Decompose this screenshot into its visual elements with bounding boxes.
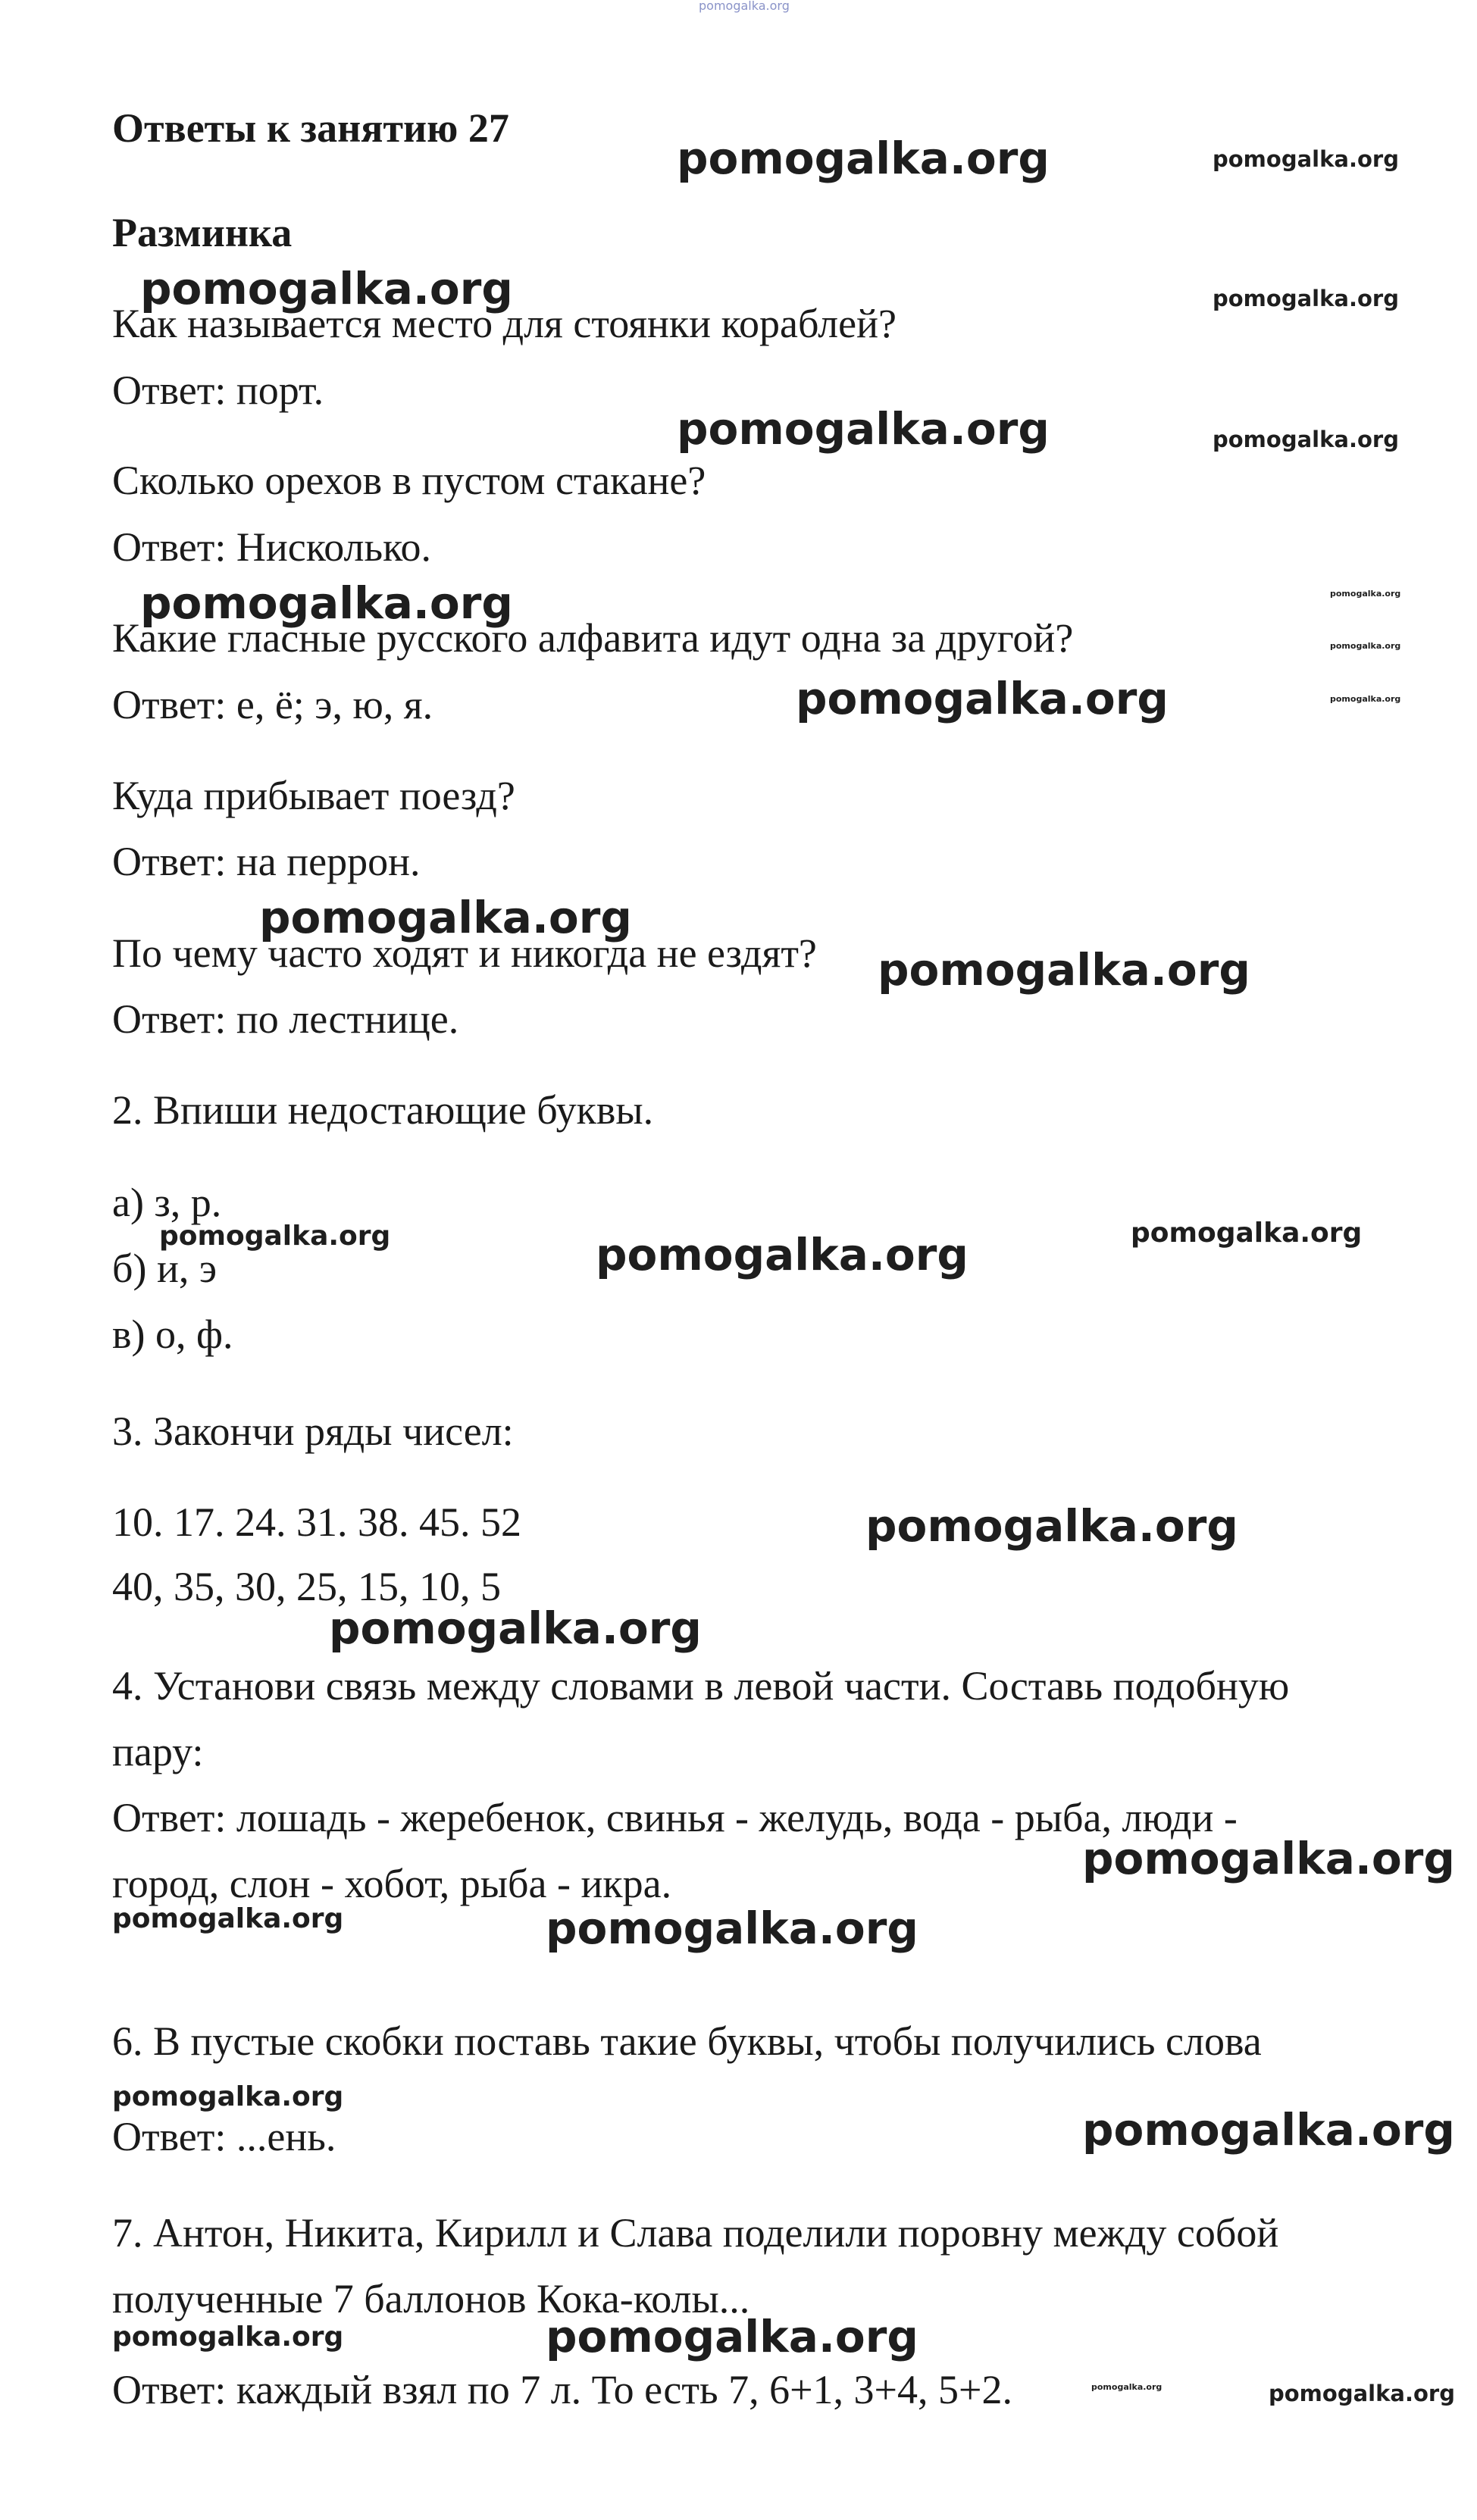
answer-5: Ответ: по лестнице. (112, 996, 459, 1042)
watermark: pomogalka.org (112, 2321, 344, 2353)
task-2-item-b: б) и, э (112, 1246, 217, 1291)
page-title: Ответы к занятию 27 (112, 105, 509, 151)
watermark: pomogalka.org (596, 1229, 968, 1280)
number-series-1: 10. 17. 24. 31. 38. 45. 52 (112, 1499, 521, 1545)
watermark: pomogalka.org (1330, 641, 1401, 651)
watermark-top: pomogalka.org (699, 0, 790, 13)
watermark: pomogalka.org (1213, 427, 1399, 452)
question-4: Куда прибывает поезд? (112, 773, 515, 818)
watermark: pomogalka.org (677, 403, 1050, 455)
warmup-heading: Разминка (112, 210, 293, 255)
watermark: pomogalka.org (1082, 2104, 1455, 2156)
watermark: pomogalka.org (1213, 146, 1399, 172)
watermark: pomogalka.org (546, 1903, 918, 1954)
watermark: pomogalka.org (546, 2311, 918, 2362)
task-2-heading: 2. Впиши недостающие буквы. (112, 1087, 654, 1133)
task-4-heading-line-2: пару: (112, 1729, 204, 1774)
answer-1: Ответ: порт. (112, 367, 324, 413)
watermark: pomogalka.org (159, 1221, 391, 1252)
watermark: pomogalka.org (329, 1602, 702, 1654)
task-3-heading: 3. Закончи ряды чисел: (112, 1409, 514, 1454)
watermark: pomogalka.org (140, 577, 513, 629)
task-4-heading-line-1: 4. Установи связь между словами в левой части. Составь подобную (112, 1663, 1290, 1709)
answer-3: Ответ: е, ё; э, ю, я. (112, 682, 433, 727)
number-series-2: 40, 35, 30, 25, 15, 10, 5 (112, 1564, 501, 1609)
watermark: pomogalka.org (1131, 1218, 1363, 1249)
question-1: Как называется место для стоянки кораблей? (112, 301, 897, 346)
watermark: pomogalka.org (677, 133, 1050, 184)
watermark: pomogalka.org (140, 263, 513, 314)
task-4-answer-line-2: город, слон - хобот, рыба - икра. (112, 1861, 672, 1906)
watermark: pomogalka.org (796, 673, 1169, 724)
watermark: pomogalka.org (112, 1903, 344, 1934)
task-7-heading-line-2: полученные 7 баллонов Кока-колы... (112, 2276, 750, 2321)
watermark: pomogalka.org (1091, 2382, 1163, 2392)
watermark: pomogalka.org (1330, 589, 1401, 599)
task-7-answer: Ответ: каждый взял по 7 л. То есть 7, 6+1, 3+4, 5+2. (112, 2367, 1012, 2412)
watermark: pomogalka.org (865, 1500, 1238, 1552)
question-5: По чему часто ходят и никогда не ездят? (112, 930, 817, 976)
task-7-heading-line-1: 7. Антон, Никита, Кирилл и Слава поделили поровну между собой (112, 2210, 1279, 2256)
watermark: pomogalka.org (1330, 694, 1401, 704)
question-2: Сколько орехов в пустом стакане? (112, 458, 706, 503)
watermark: pomogalka.org (1213, 286, 1399, 311)
task-2-item-a: а) з, р. (112, 1180, 222, 1225)
answer-2: Ответ: Нисколько. (112, 524, 432, 570)
task-4-answer-line-1: Ответ: лошадь - жеребенок, свинья - желудь, вода - рыба, люди - (112, 1795, 1238, 1840)
task-2-item-c: в) о, ф. (112, 1312, 233, 1357)
task-6-answer: Ответ: ...ень. (112, 2114, 336, 2159)
question-3: Какие гласные русского алфавита идут одна за другой? (112, 615, 1074, 661)
watermark: pomogalka.org (1269, 2381, 1455, 2406)
watermark: pomogalka.org (878, 944, 1250, 996)
answer-4: Ответ: на перрон. (112, 839, 421, 884)
watermark: pomogalka.org (112, 2081, 344, 2112)
watermark: pomogalka.org (259, 892, 632, 943)
watermark: pomogalka.org (1082, 1833, 1455, 1884)
task-6-heading: 6. В пустые скобки поставь такие буквы, чтобы получились слова (112, 2018, 1262, 2064)
